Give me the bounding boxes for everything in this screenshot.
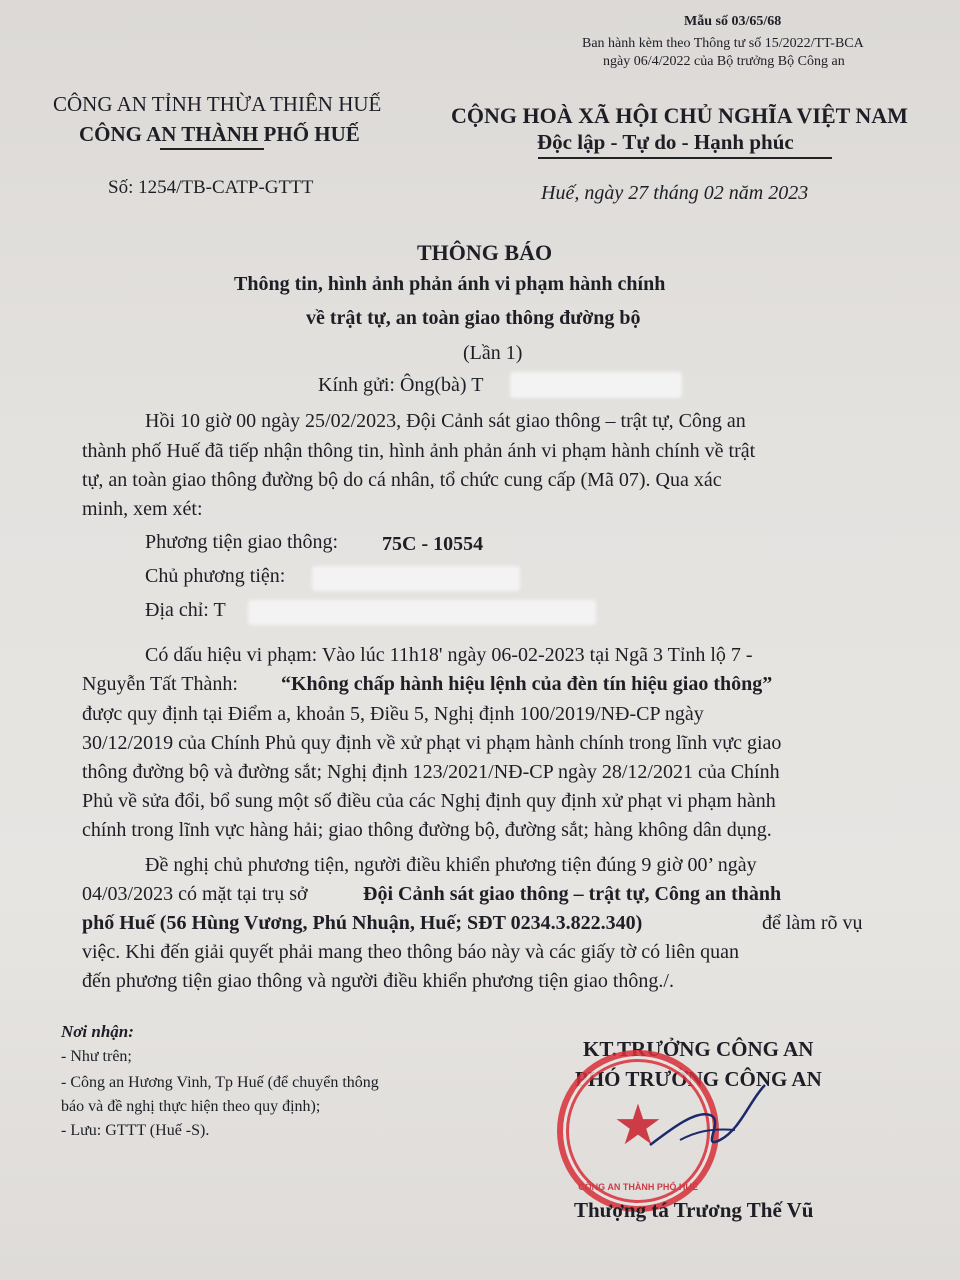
request-line5: đến phương tiện giao thông và người điều khiển phương tiện giao thông./.	[82, 970, 674, 992]
violation-line3: được quy định tại Điểm a, khoản 5, Điều 5, Nghị định 100/2019/NĐ-CP ngày	[82, 703, 704, 725]
recipients-item-2: - Công an Hương Vinh, Tp Huế (để chuyển thông	[61, 1074, 379, 1091]
form-code: Mẫu số 03/65/68	[684, 14, 782, 29]
recipients-heading: Nơi nhận:	[61, 1022, 134, 1041]
recipient-line: Kính gửi: Ông(bà) T	[318, 374, 484, 396]
para1-line4: minh, xem xét:	[82, 498, 203, 520]
signer-name: Thượng tá Trương Thế Vũ	[574, 1198, 814, 1222]
document-number: Số: 1254/TB-CATP-GTTT	[108, 177, 314, 198]
violation-line7: chính trong lĩnh vực hàng hải; giao thông đường bộ, đường sắt; hàng không dân dụng.	[82, 819, 772, 841]
request-office: Đội Cảnh sát giao thông – trật tự, Công an thành	[363, 883, 782, 905]
notice-subtitle-2: về trật tự, an toàn giao thông đường bộ	[306, 307, 641, 329]
violation-line1: Có dấu hiệu vi phạm: Vào lúc 11h18' ngày 06-02-2023 tại Ngã 3 Tỉnh lộ 7 -	[145, 644, 753, 666]
owner-label: Chủ phương tiện:	[145, 565, 286, 587]
notice-title: THÔNG BÁO	[417, 240, 553, 265]
request-line3-b: để làm rõ vụ	[762, 912, 863, 934]
form-issued-line1: Ban hành kèm theo Thông tư số 15/2022/TT-BCA	[582, 36, 864, 51]
redacted-recipient-name	[510, 372, 682, 398]
agency-underline	[160, 148, 264, 150]
handwritten-signature	[640, 1070, 770, 1170]
place-date: Huế, ngày 27 tháng 02 năm 2023	[541, 182, 809, 204]
seal-text: CÔNG AN THÀNH PHỐ HUẾ	[578, 1182, 698, 1192]
signature-line2: PHÓ TRƯỞNG CÔNG AN	[575, 1067, 822, 1091]
seal-star-icon: ★	[612, 1095, 664, 1157]
agency-name: CÔNG AN THÀNH PHỐ HUẾ	[79, 122, 360, 146]
notice-round: (Lần 1)	[463, 342, 523, 364]
vehicle-label: Phương tiện giao thông:	[145, 531, 339, 553]
notice-subtitle-1: Thông tin, hình ảnh phản ánh vi phạm hành chính	[234, 273, 666, 295]
nation-title: CỘNG HOÀ XÃ HỘI CHỦ NGHĨA VIỆT NAM	[451, 103, 908, 128]
recipients-item-4: - Lưu: GTTT (Huế -S).	[61, 1122, 210, 1139]
agency-parent: CÔNG AN TỈNH THỪA THIÊN HUẾ	[53, 92, 382, 116]
para1-line2: thành phố Huế đã tiếp nhận thông tin, hình ảnh phản ánh vi phạm hành chính về trật	[82, 440, 756, 462]
para1-line1: Hồi 10 giờ 00 ngày 25/02/2023, Đội Cảnh sát giao thông – trật tự, Công an	[145, 410, 746, 432]
violation-line5: thông đường bộ và đường sắt; Nghị định 123/2021/NĐ-CP ngày 28/12/2021 của Chính	[82, 761, 780, 783]
redacted-owner	[312, 566, 520, 591]
recipients-item-3: báo và đề nghị thực hiện theo quy định);	[61, 1098, 321, 1115]
violation-line6: Phủ về sửa đổi, bổ sung một số điều của các Nghị định quy định xử phạt vi phạm hành	[82, 790, 776, 812]
request-line2-a: 04/03/2023 có mặt tại trụ sở	[82, 883, 308, 905]
request-address: phố Huế (56 Hùng Vương, Phú Nhuận, Huế; SĐT 0234.3.822.340)	[82, 912, 643, 934]
violation-line2-a: Nguyễn Tất Thành:	[82, 673, 238, 695]
para1-line3: tự, an toàn giao thông đường bộ do cá nhân, tổ chức cung cấp (Mã 07). Qua xác	[82, 469, 722, 491]
address-label: Địa chỉ: T	[145, 599, 226, 621]
motto-underline	[538, 157, 832, 159]
signature-line1: KT.TRƯỞNG CÔNG AN	[583, 1037, 814, 1061]
request-line1: Đề nghị chủ phương tiện, người điều khiển phương tiện đúng 9 giờ 00’ ngày	[145, 854, 757, 876]
violation-line4: 30/12/2019 của Chính Phủ quy định về xử phạt vi phạm hành chính trong lĩnh vực giao	[82, 732, 782, 754]
violation-description: “Không chấp hành hiệu lệnh của đèn tín hiệu giao thông”	[281, 673, 773, 695]
recipients-item-1: - Như trên;	[61, 1048, 132, 1065]
nation-motto: Độc lập - Tự do - Hạnh phúc	[537, 130, 794, 154]
redacted-address	[248, 600, 596, 625]
vehicle-plate: 75C - 10554	[382, 533, 484, 555]
form-issued-line2: ngày 06/4/2022 của Bộ trưởng Bộ Công an	[603, 54, 845, 69]
request-line4: việc. Khi đến giải quyết phải mang theo thông báo này và các giấy tờ có liên quan	[82, 941, 740, 963]
